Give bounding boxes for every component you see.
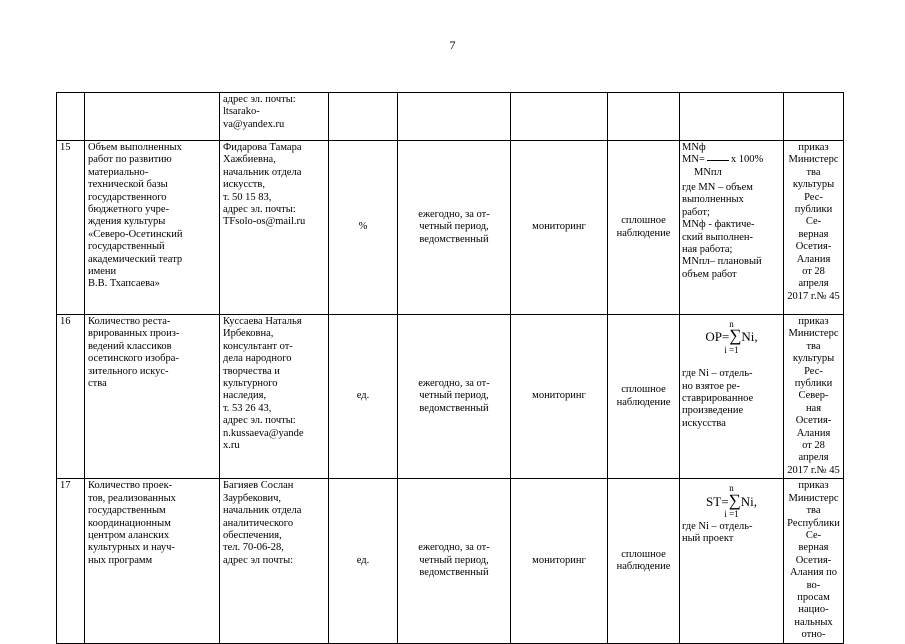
legal-act-line: от 28 апреля <box>798 440 829 464</box>
fraction-formula <box>682 142 781 178</box>
formula-explanation-line: где Ni – отдель- <box>682 368 753 380</box>
collection-method <box>511 93 608 141</box>
unit-of-measure: % <box>329 141 398 315</box>
legal-act-line: Алания <box>796 253 831 265</box>
formula-explanation-line: ная работа; <box>682 244 733 256</box>
formula-denominator: MNпл <box>694 166 722 178</box>
indicator-name-line: государственным <box>88 505 166 517</box>
periodicity <box>398 315 511 479</box>
indicator-name-line: ства <box>88 378 107 390</box>
sum-upper-limit: n <box>729 319 734 329</box>
sigma-symbol: ∑ <box>729 326 742 346</box>
legal-act-line: Министерства <box>788 328 839 352</box>
formula-explanation-line: объем работ <box>682 268 737 280</box>
unit-of-measure: ед. <box>329 479 398 643</box>
responsible-line: творчества и <box>223 365 280 377</box>
responsible-line: Куссаева Наталья <box>223 316 302 327</box>
responsible-line: адрес эл. почты: <box>223 415 296 427</box>
responsible-line: тел. 70-06-28, <box>223 542 284 554</box>
sum-lhs: ST= <box>706 493 729 509</box>
indicator-name-line: академический театр <box>88 253 183 265</box>
legal-act-line: от 28 апреля <box>798 266 829 290</box>
table-row <box>57 93 844 141</box>
responsible-line: Фидарова Тамара <box>223 142 302 153</box>
periodicity-line: ведомственный <box>419 233 489 245</box>
responsible-line: аналитического <box>223 517 294 529</box>
responsible-line: обеспечения, <box>223 529 282 541</box>
periodicity-line: ежегодно, за от- <box>418 208 490 220</box>
legal-act-line: 2017 г.№ 45 <box>787 290 840 302</box>
formula-explanation-line: работ; <box>682 206 710 218</box>
sum-expression <box>682 490 781 510</box>
indicator-name-line: ведений классиков <box>88 340 172 352</box>
responsible-line: ltsarako- <box>223 106 260 118</box>
formula-lhs: MN= <box>682 154 705 166</box>
observation-line: сплошное <box>621 384 666 396</box>
formula-explanation-line: выполненных <box>682 194 744 206</box>
periodicity-line: четный период, <box>419 221 489 233</box>
legal-act-line: Министерства <box>788 154 839 178</box>
responsible-line: начальник отдела <box>223 166 302 178</box>
legal-act-line: верная Осетия- <box>795 228 832 253</box>
collection-method: мониторинг <box>511 141 608 315</box>
unit-of-measure <box>329 93 398 141</box>
indicator-name-line: бюджетного учре- <box>88 204 170 216</box>
responsible-line: наследия, <box>223 390 267 402</box>
responsible-line: n.kussaeva@yande <box>223 427 304 439</box>
table-row <box>57 315 844 479</box>
indicator-name-line: зительного искус- <box>88 365 169 377</box>
formula-numerator: MNф <box>682 142 706 153</box>
formula-explanation-line: искусства <box>682 417 726 429</box>
responsible-line: искусств, <box>223 179 265 191</box>
formula-explanation-line: где Ni – отдель- <box>682 520 753 532</box>
responsible-person <box>220 315 329 479</box>
indicator-name-line: «Северо-Осетинский <box>88 228 183 240</box>
observation-line: сплошное <box>621 548 666 560</box>
calculation-formula <box>680 479 784 643</box>
legal-act-line: публики Се- <box>794 204 833 228</box>
responsible-line: va@yandex.ru <box>223 118 285 130</box>
responsible-line: Заурбекович, <box>223 492 282 504</box>
periodicity-line: ежегодно, за от- <box>418 378 490 390</box>
sum-lhs: OP= <box>705 329 730 345</box>
sum-upper-limit: n <box>729 483 734 494</box>
sum-lower-limit: i =1 <box>724 344 739 355</box>
legal-act <box>784 315 844 479</box>
formula-explanation-line: где MN – объем <box>682 182 753 193</box>
periodicity <box>398 93 511 141</box>
responsible-person <box>220 479 329 643</box>
formula-explanation-line: произведение <box>682 405 744 417</box>
periodicity <box>398 141 511 315</box>
indicator-name-line: материально- <box>88 166 149 178</box>
formula-explanation-line: ский выполнен- <box>682 231 754 243</box>
sum-formula <box>682 318 781 356</box>
formula-explanation-line: но взятое ре- <box>682 380 740 392</box>
indicator-name-line: Объем выполненных <box>88 142 182 153</box>
responsible-line: начальник отдела <box>223 505 302 517</box>
indicator-name-line: Количество проек- <box>88 480 173 492</box>
periodicity-line: ежегодно, за от- <box>418 542 490 554</box>
legal-act <box>784 141 844 315</box>
observation-type <box>608 141 680 315</box>
periodicity <box>398 479 511 643</box>
indicator-name <box>85 141 220 315</box>
indicator-name-line: государственный <box>88 241 165 253</box>
row-number <box>57 93 85 141</box>
responsible-line: консультант от- <box>223 340 293 352</box>
indicator-name-line: тов, реализованных <box>88 492 176 504</box>
legal-act-line: культуры Рес- <box>792 179 835 203</box>
responsible-line: адрес эл почты: <box>223 554 294 566</box>
sigma-symbol: ∑ <box>728 490 741 510</box>
responsible-line: адрес эл. почты: <box>223 204 296 216</box>
legal-act-line: 2017 г.№ 45 <box>787 464 840 476</box>
indicators-table <box>56 92 844 644</box>
formula-explanation-line: MNпл– плановый <box>682 256 762 268</box>
periodicity-line: четный период, <box>419 390 489 402</box>
indicator-name-line: технической базы <box>88 179 168 191</box>
responsible-line: TFsolo-os@mail.ru <box>223 216 306 228</box>
indicator-name-line: врированных произ- <box>88 328 180 340</box>
legal-act-line: верная Осетия- <box>795 542 832 566</box>
fraction-bar <box>707 160 729 161</box>
unit-of-measure: ед. <box>329 315 398 479</box>
legal-act-line: ная Осетия- <box>795 402 832 427</box>
table-row <box>57 479 844 643</box>
responsible-line: Багияев Сослан <box>223 480 294 492</box>
calculation-formula <box>680 315 784 479</box>
periodicity-line: ведомственный <box>419 402 489 414</box>
periodicity-line: ведомственный <box>419 567 489 579</box>
table-row <box>57 141 844 315</box>
legal-act-line: Алания по во- <box>789 567 838 591</box>
row-number: 17 <box>57 479 85 643</box>
formula-explanation-line: ный проект <box>682 532 734 544</box>
sum-expression <box>682 326 781 346</box>
observation-type <box>608 479 680 643</box>
indicator-name-line: работ по развитию <box>88 154 172 166</box>
collection-method: мониторинг <box>511 315 608 479</box>
indicator-name <box>85 315 220 479</box>
responsible-line: Хажбиевна, <box>223 154 276 166</box>
sum-term: Ni, <box>740 493 757 509</box>
indicator-name-line: государственного <box>88 191 167 203</box>
legal-act-line: приказ <box>798 316 829 327</box>
observation-type <box>608 93 680 141</box>
row-number: 15 <box>57 141 85 315</box>
legal-act <box>784 93 844 141</box>
page-number: 7 <box>449 38 456 52</box>
responsible-person <box>220 93 329 141</box>
table-body <box>57 93 844 644</box>
indicator-name-line: имени <box>88 266 117 278</box>
legal-act-line: просам нацио- <box>797 591 830 616</box>
indicator-name <box>85 479 220 643</box>
formula-multiplier: x 100% <box>730 154 764 166</box>
formula-equation <box>682 154 781 166</box>
sum-term: Ni, <box>741 329 758 345</box>
indicator-name-line: В.В. Тхапсаева» <box>88 278 160 290</box>
indicator-name-line: ных программ <box>88 554 153 566</box>
formula-explanation <box>682 368 781 430</box>
indicator-name-line: Количество реста- <box>88 316 171 327</box>
observation-line: наблюдение <box>616 560 671 572</box>
responsible-line: Ирбековна, <box>223 328 274 340</box>
formula-spacer <box>682 356 781 368</box>
formula-explanation-line: MNф - фактиче- <box>682 219 755 231</box>
indicator-name-line: осетинского изобра- <box>88 353 179 365</box>
responsible-person <box>220 141 329 315</box>
responsible-line: т. 53 26 43, <box>223 402 272 414</box>
legal-act-line: Республики Се- <box>787 517 840 541</box>
observation-line: наблюдение <box>616 396 671 408</box>
indicator-name-line: культурных и науч- <box>88 542 175 554</box>
formula-explanation <box>682 182 781 281</box>
responsible-line: т. 50 15 83, <box>223 191 272 203</box>
formula-explanation-line: ставрированное <box>682 393 754 405</box>
indicator-name-line: центром аланских <box>88 529 170 541</box>
row-number: 16 <box>57 315 85 479</box>
legal-act-line: Министерства <box>788 492 839 517</box>
responsible-line: культурного <box>223 378 278 390</box>
legal-act-line: приказ <box>798 142 829 153</box>
observation-line: наблюдение <box>616 227 671 239</box>
legal-act-line: приказ <box>798 480 829 492</box>
responsible-line: x.ru <box>223 440 240 452</box>
responsible-line: дела народного <box>223 353 292 365</box>
collection-method: мониторинг <box>511 479 608 643</box>
legal-act-line: нальных отно- <box>794 616 833 641</box>
responsible-line: адрес эл. почты: <box>223 94 296 105</box>
sum-lower-limit: i =1 <box>724 509 739 520</box>
legal-act-line: Алания <box>796 427 831 439</box>
indicator-name <box>85 93 220 141</box>
observation-line: сплошное <box>621 215 666 227</box>
calculation-formula <box>680 141 784 315</box>
formula-explanation <box>682 521 781 546</box>
sum-formula <box>682 482 781 520</box>
legal-act-line: культуры Рес- <box>792 353 835 377</box>
legal-act-line: публики Север- <box>794 378 833 402</box>
indicator-name-line: координационным <box>88 517 171 529</box>
legal-act <box>784 479 844 643</box>
indicator-name-line: ждения культуры <box>88 216 166 228</box>
observation-type <box>608 315 680 479</box>
calculation-formula <box>680 93 784 141</box>
periodicity-line: четный период, <box>419 554 489 566</box>
